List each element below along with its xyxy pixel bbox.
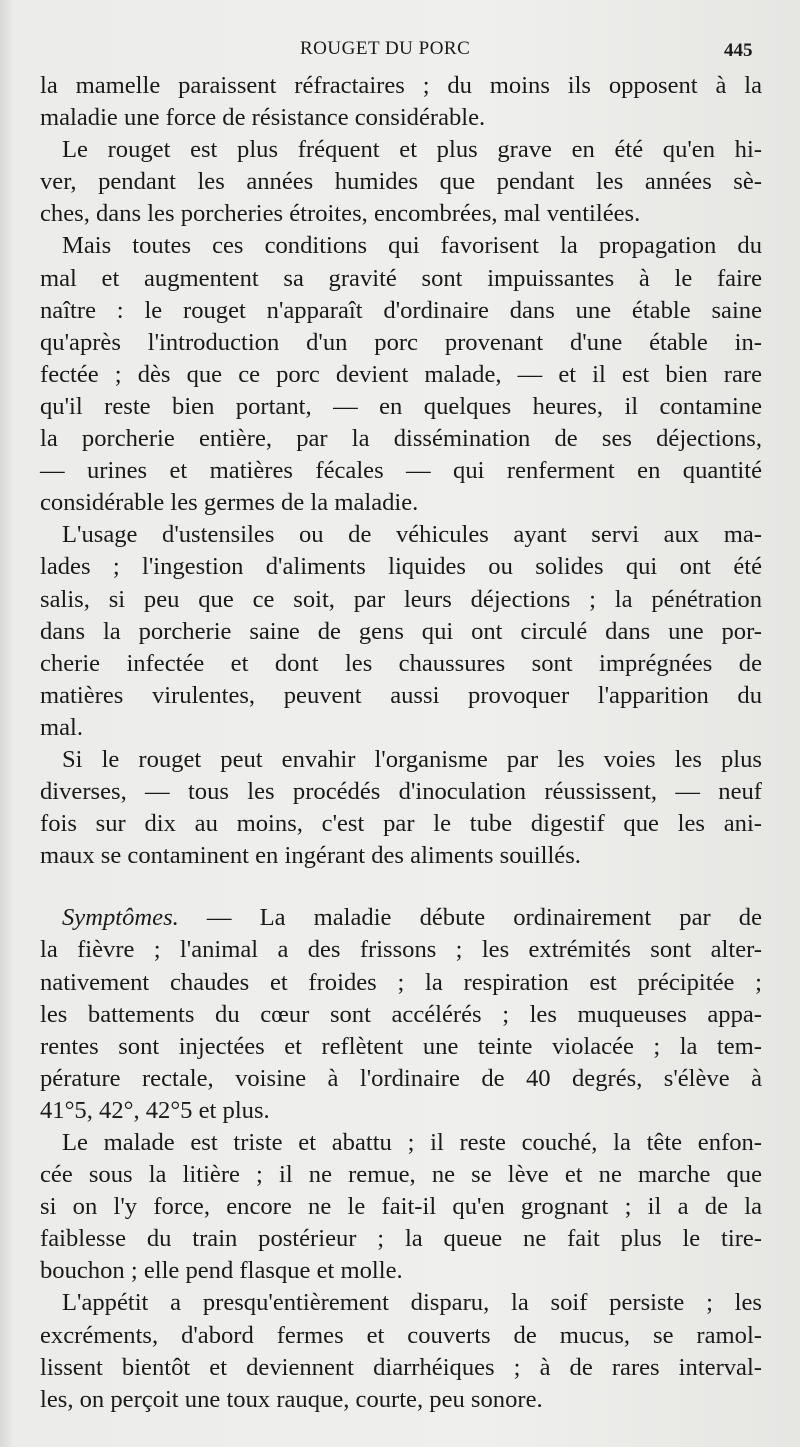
text-line: mal et augmentent sa gravité sont impuissantes à le faire (40, 264, 762, 292)
running-title: ROUGET DU PORC (300, 38, 471, 59)
text-line: nativement chaudes et froides ; la respiration est précipitée ; (40, 968, 762, 996)
text-line: les battements du cœur sont accélérés ; les muqueuses appa- (40, 1000, 762, 1028)
paragraph-group (40, 70, 762, 872)
text-line: pérature rectale, voisine à l'ordinaire de 40 degrés, s'élève à (40, 1064, 762, 1092)
text-line: ver, pendant les années humides que pendant les années sè- (40, 168, 762, 196)
section-first-line (40, 902, 762, 934)
text-line: diverses, — tous les procédés d'inoculation réussissent, — neuf (40, 778, 762, 806)
text-line: Le malade est triste et abattu ; il reste couché, la tête enfon- (62, 1129, 762, 1156)
section-heading: Symptômes. (62, 904, 179, 932)
text-line: faiblesse du train postérieur ; la queue ne fait plus le tire- (40, 1225, 762, 1253)
text-line: la mamelle paraissent réfractaires ; du moins ils opposent à la (40, 72, 762, 99)
text-line: cherie infectée et dont les chaussures sont imprégnées de (40, 649, 762, 677)
text-line: Le rouget est plus fréquent et plus grave en été qu'en hi- (62, 136, 762, 164)
text-line: qu'après l'introduction d'un porc provenant d'une étable in- (40, 328, 762, 356)
section-heading-rest: — La maladie débute ordinairement par de (178, 904, 762, 932)
page-number: 445 (724, 40, 753, 61)
text-line: maladie une force de résistance considérable. (40, 104, 486, 132)
text-line: 41°5, 42°, 42°5 et plus. (40, 1096, 270, 1124)
text-line: mal. (40, 713, 84, 741)
text-line: rentes sont injectées et reflètent une teinte violacée ; la tem- (40, 1032, 762, 1060)
text-line: maux se contaminent en ingérant des aliments souillés. (40, 842, 581, 870)
text-line: si on l'y force, encore ne le fait-il qu'en grognant ; il a de la (40, 1193, 762, 1221)
text-line: fois sur dix au moins, c'est par le tube digestif que les ani- (40, 810, 762, 838)
text-line: — urines et matières fécales — qui renferment en quantité (40, 457, 762, 485)
body-text (40, 70, 762, 1416)
text-line: la fièvre ; l'animal a des frissons ; les extrémités sont alter- (40, 936, 762, 964)
text-line: dans la porcherie saine de gens qui ont circulé dans une por- (40, 617, 762, 645)
section-paragraph-group (40, 934, 762, 1415)
text-line: L'appétit a presqu'entièrement disparu, la soif persiste ; les (62, 1289, 762, 1317)
text-line: la porcherie entière, par la dissémination de ses déjections, (40, 425, 762, 453)
text-line: ches, dans les porcheries étroites, encombrées, mal ventilées. (40, 200, 641, 228)
text-line: naître : le rouget n'apparaît d'ordinaire dans une étable saine (40, 296, 762, 324)
text-line: Si le rouget peut envahir l'organisme par les voies les plus (62, 745, 762, 773)
text-line: les, on perçoit une toux rauque, courte, peu sonore. (40, 1385, 543, 1413)
text-line: salis, si peu que ce soit, par leurs déjections ; la pénétration (40, 585, 762, 613)
text-line: cée sous la litière ; il ne remue, ne se lève et ne marche que (40, 1161, 762, 1189)
text-line: L'usage d'ustensiles ou de véhicules ayant servi aux ma- (62, 521, 762, 549)
running-head (0, 38, 800, 62)
text-line: fectée ; dès que ce porc devient malade, — et il est bien rare (40, 360, 762, 388)
text-line: excréments, d'abord fermes et couverts de mucus, se ramol- (40, 1321, 762, 1349)
section-gap (40, 872, 762, 902)
text-line: lissent bientôt et deviennent diarrhéiques ; à de rares interval- (40, 1353, 762, 1381)
text-line: matières virulentes, peuvent aussi provoquer l'apparition du (40, 681, 762, 709)
text-line: bouchon ; elle pend flasque et molle. (40, 1257, 403, 1285)
text-line: considérable les germes de la maladie. (40, 489, 419, 517)
text-line: lades ; l'ingestion d'aliments liquides ou solides qui ont été (40, 553, 762, 581)
text-line: qu'il reste bien portant, — en quelques heures, il contamine (40, 392, 762, 420)
text-line: Mais toutes ces conditions qui favorisent la propagation du (62, 232, 762, 260)
